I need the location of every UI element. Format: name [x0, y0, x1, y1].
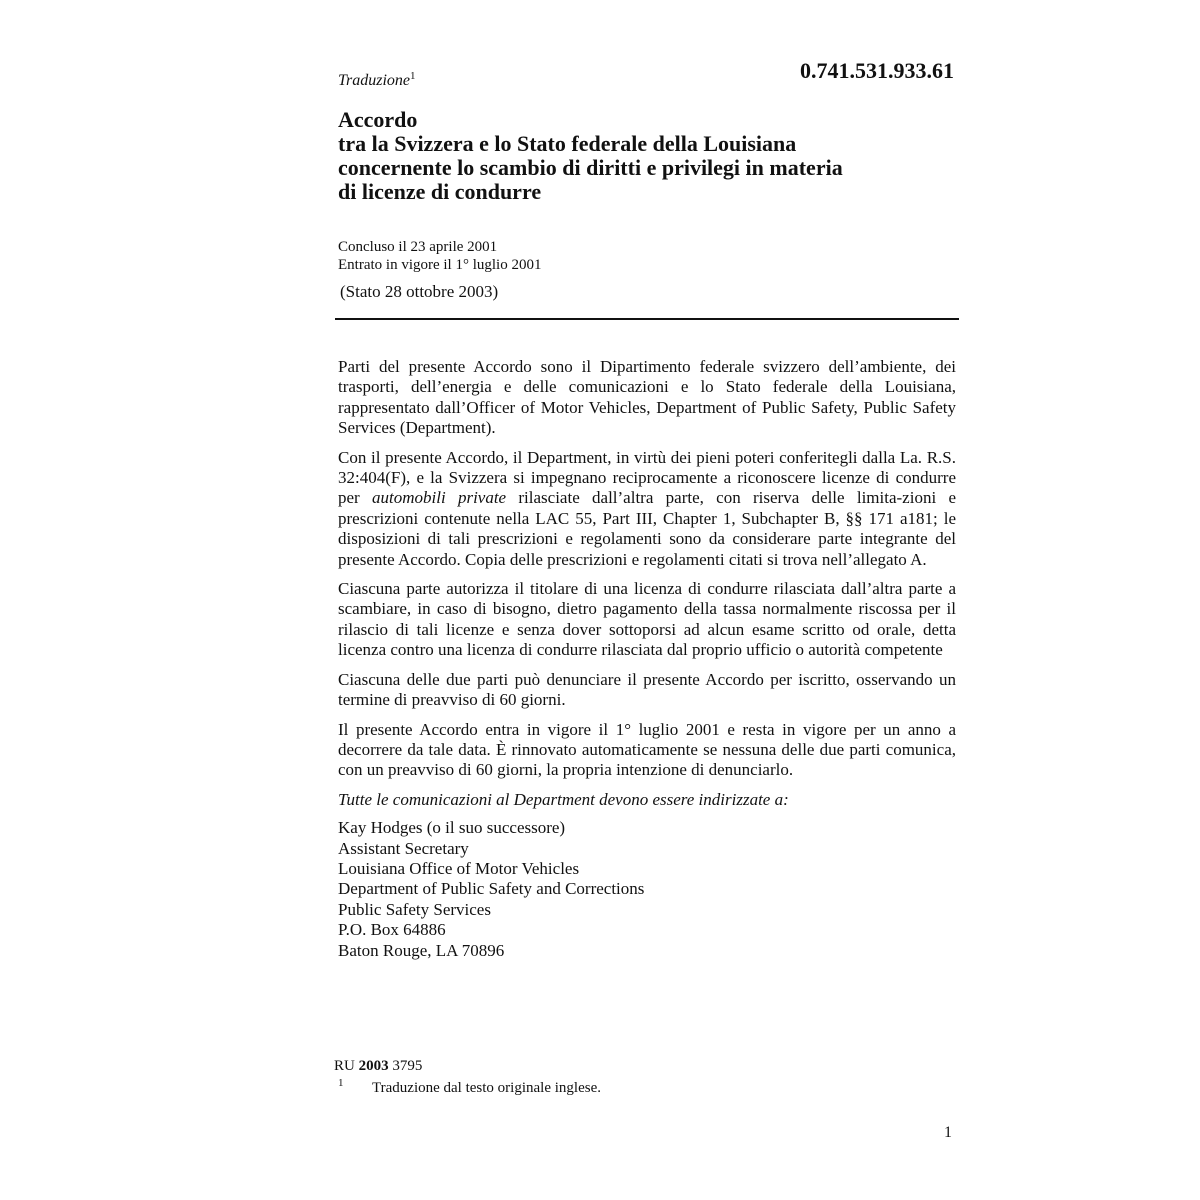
- paragraph-2-part-1: Con il presente Accordo, il Department, in virtù dei pieni poteri conferitegli dalla La. R.S. 32:404(F), e la Svizzera si impegnano reciprocamente a riconoscere licenze di condurre per: [338, 447, 956, 508]
- address-line-6: P.O. Box 64886: [338, 920, 446, 940]
- ru-page: 3795: [392, 1058, 423, 1074]
- document-body: [338, 357, 956, 961]
- address-line-3: Louisiana Office of Motor Vehicles: [338, 858, 580, 878]
- ru-reference: [334, 1058, 422, 1075]
- page-number: 1: [944, 1124, 952, 1141]
- address-block: [338, 818, 956, 961]
- address-intro: Tutte le comunicazioni al Department devono essere indirizzate a:: [338, 789, 789, 809]
- ru-prefix: RU: [334, 1058, 355, 1074]
- address-line-1: Kay Hodges (o il suo successore): [338, 818, 566, 838]
- title-line-2: tra la Svizzera e lo Stato federale della Louisiana: [338, 131, 797, 156]
- title-line-3: concernente lo scambio di diritti e privilegi in materia: [338, 155, 843, 180]
- document-title: [338, 108, 958, 204]
- address-line-7: Baton Rouge, LA 70896: [338, 940, 505, 960]
- sr-number: 0.741.531.933.61: [800, 58, 954, 83]
- footnote-reference: 1: [410, 70, 416, 82]
- header-divider: [335, 318, 959, 320]
- ru-year: 2003: [358, 1058, 389, 1074]
- address-line-4: Department of Public Safety and Corrections: [338, 879, 645, 899]
- translation-label-text: Traduzione: [338, 72, 411, 89]
- translation-label: [338, 72, 416, 90]
- title-line-4: di licenze di condurre: [338, 179, 542, 204]
- paragraph-1: Parti del presente Accordo sono il Dipartimento federale svizzero dell’ambiente, dei trasporti, dell’energia e delle comunicazioni e lo Stato federale della Louisiana, rappresentato dall’Officer of Motor Vehicles, Department of Public Safety, Public Safety Services (Department).: [338, 357, 956, 438]
- footnote-text: Traduzione dal testo originale inglese.: [372, 1080, 601, 1096]
- paragraph-2-part-2: rilasciate dall’altra parte, con riserva delle limita-zioni e prescrizioni contenute nella LAC 55, Part III, Chapter 1, Subchapter B, §§ 171 a181; le disposizioni di tali prescrizioni e regolamenti sono da considerare parte integrante del presente Accordo. Copia delle prescrizioni e regolamenti citati si trova nell’allegato A.: [338, 488, 956, 569]
- paragraph-2: [338, 448, 956, 570]
- dates-block: [338, 238, 541, 274]
- footnote-mark: 1: [338, 1077, 344, 1089]
- paragraph-5: Il presente Accordo entra in vigore il 1° luglio 2001 e resta in vigore per un anno a decorrere da tale data. È rinnovato automaticamente se nessuna delle due parti comunica, con un preavviso di 60 giorni, la propria intenzione di denunciarlo.: [338, 719, 956, 780]
- status-date: (Stato 28 ottobre 2003): [340, 282, 499, 301]
- title-line-1: Accordo: [338, 107, 418, 132]
- address-line-5: Public Safety Services: [338, 899, 491, 919]
- paragraph-2-italic: automobili private: [372, 488, 507, 508]
- paragraph-4: Ciascuna delle due parti può denunciare il presente Accordo per iscritto, osservando un termine di preavviso di 60 giorni.: [338, 669, 956, 710]
- address-line-2: Assistant Secretary: [338, 838, 469, 858]
- paragraph-3: Ciascuna parte autorizza il titolare di una licenza di condurre rilasciata dall’altra parte a scambiare, in caso di bisogno, dietro pagamento della tassa normalmente riscossa per il rilascio di tali licenze e senza dover sottoporsi ad alcun esame scritto od orale, detta licenza contro una licenza di condurre rilasciata dal proprio ufficio o autorità competente: [338, 579, 956, 660]
- entry-into-force-date: Entrato in vigore il 1° luglio 2001: [338, 257, 542, 273]
- concluded-date: Concluso il 23 aprile 2001: [338, 239, 498, 255]
